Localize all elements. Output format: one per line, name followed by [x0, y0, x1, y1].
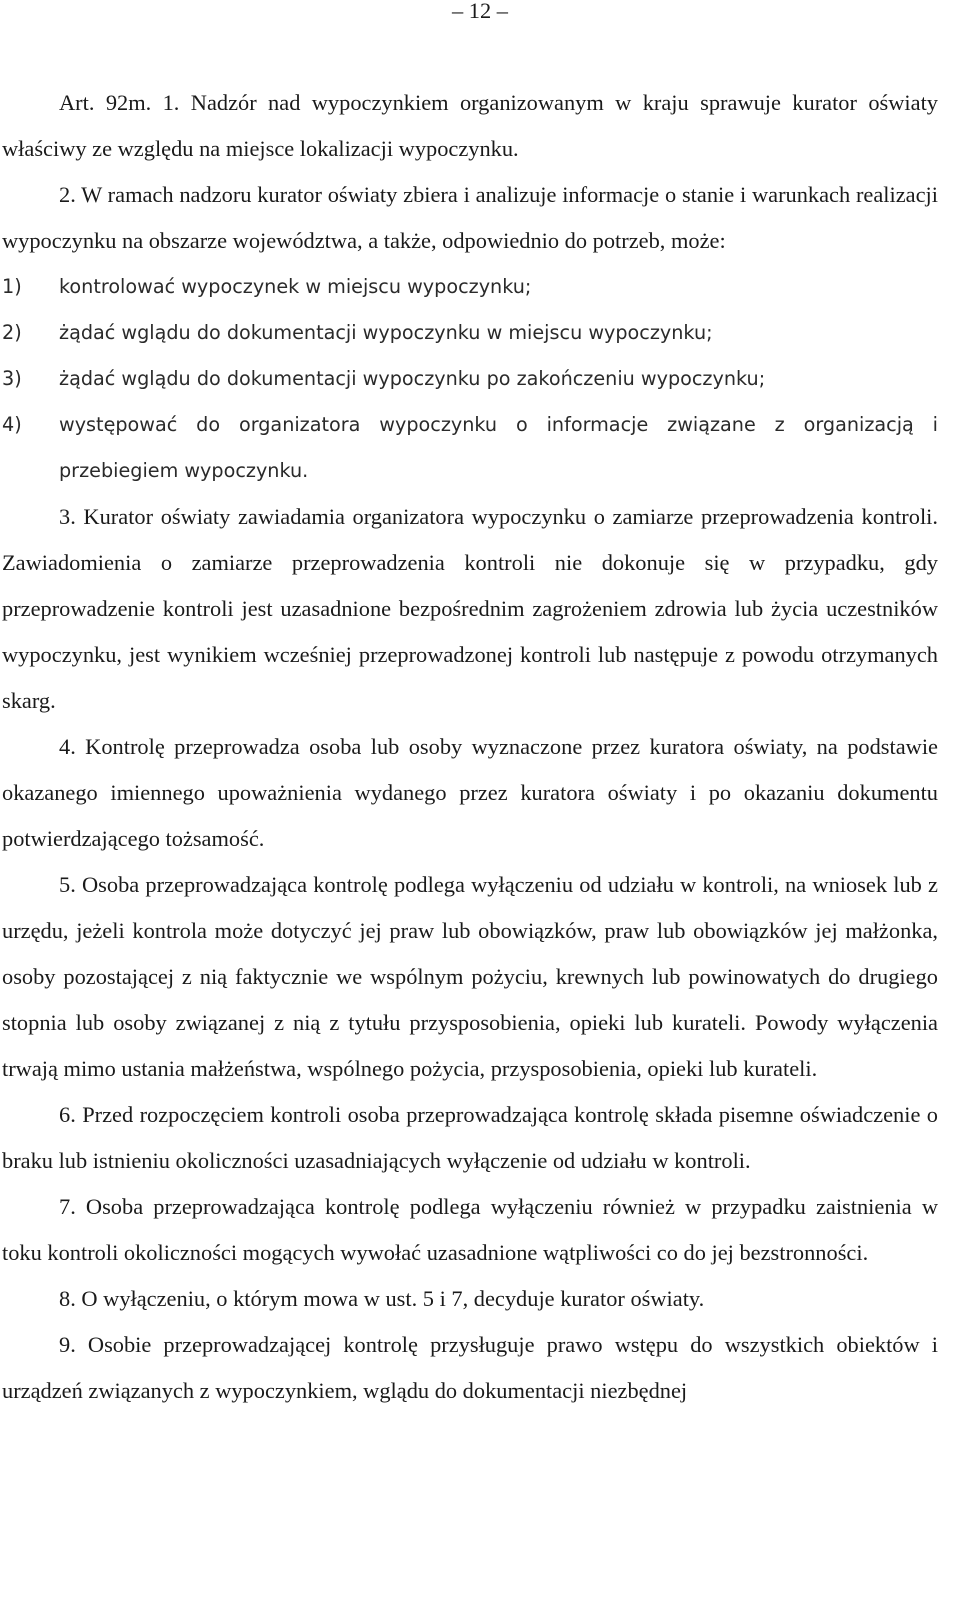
enumerated-list: [2, 264, 938, 494]
article-body: [2, 80, 938, 1414]
list-item: [2, 356, 938, 402]
list-item: [2, 310, 938, 356]
paragraph-art-92m-1: Art. 92m. 1. Nadzór nad wypoczynkiem organizowanym w kraju sprawuje kurator oświaty właściwy ze względu na miejsce lokalizacji wypoczynku.: [2, 90, 938, 161]
list-item-text: żądać wglądu do dokumentacji wypoczynku w miejscu wypoczynku;: [59, 321, 713, 344]
paragraph-3: 3. Kurator oświaty zawiadamia organizatora wypoczynku o zamiarze przeprowadzenia kontroli. Zawiadomienia o zamiarze przeprowadzenia kontroli nie dokonuje się w przypadku, gdy przeprowadzenie kontroli jest uzasadnione bezpośrednim zagrożeniem zdrowia lub życia uczestników wypoczynku, jest wynikiem wcześniej przeprowadzonej kontroli lub następuje z powodu otrzymanych skarg.: [2, 504, 938, 713]
page-number: – 12 –: [452, 0, 508, 23]
paragraph-5: 5. Osoba przeprowadzająca kontrolę podlega wyłączeniu od udziału w kontroli, na wniosek lub z urzędu, jeżeli kontrola może dotyczyć jej praw lub obowiązków, praw lub obowiązków jej małżonka, osoby pozostającej z nią faktycznie we wspólnym pożyciu, krewnych lub powinowatych do drugiego stopnia lub osoby związanej z nią z tytułu przysposobienia, opieki lub kurateli. Powody wyłączenia trwają mimo ustania małżeństwa, wspólnego pożycia, przysposobienia, opieki lub kurateli.: [2, 872, 938, 1081]
paragraph-2: 2. W ramach nadzoru kurator oświaty zbiera i analizuje informacje o stanie i warunkach realizacji wypoczynku na obszarze województwa, a także, odpowiednio do potrzeb, może:: [2, 182, 938, 253]
paragraph-8: 8. O wyłączeniu, o którym mowa w ust. 5 i 7, decyduje kurator oświaty.: [59, 1286, 705, 1311]
list-item-number: 2): [2, 321, 22, 344]
list-item-number: 1): [2, 275, 22, 298]
list-item-number: 3): [2, 367, 22, 390]
list-item: [2, 264, 938, 310]
paragraph-6: 6. Przed rozpoczęciem kontroli osoba przeprowadzająca kontrolę składa pisemne oświadczenie o braku lub istnieniu okoliczności uzasadniających wyłączenie od udziału w kontroli.: [2, 1102, 938, 1173]
paragraph-4: 4. Kontrolę przeprowadza osoba lub osoby wyznaczone przez kuratora oświaty, na podstawie okazanego imiennego upoważnienia wydanego przez kuratora oświaty i po okazaniu dokumentu potwierdzającego tożsamość.: [2, 734, 938, 851]
list-item: [2, 402, 938, 494]
list-item-number: 4): [2, 413, 22, 436]
list-item-text: kontrolować wypoczynek w miejscu wypoczynku;: [59, 275, 532, 298]
list-item-text: żądać wglądu do dokumentacji wypoczynku po zakończeniu wypoczynku;: [59, 367, 766, 390]
paragraph-7: 7. Osoba przeprowadzająca kontrolę podlega wyłączeniu również w przypadku zaistnienia w toku kontroli okoliczności mogących wywołać uzasadnione wątpliwości co do jej bezstronności.: [2, 1194, 938, 1265]
list-item-text: występować do organizatora wypoczynku o informacje związane z organizacją i przebiegiem wypoczynku.: [59, 413, 938, 482]
paragraph-9: 9. Osobie przeprowadzającej kontrolę przysługuje prawo wstępu do wszystkich obiektów i urządzeń związanych z wypoczynkiem, wglądu do dokumentacji niezbędnej: [2, 1332, 938, 1403]
